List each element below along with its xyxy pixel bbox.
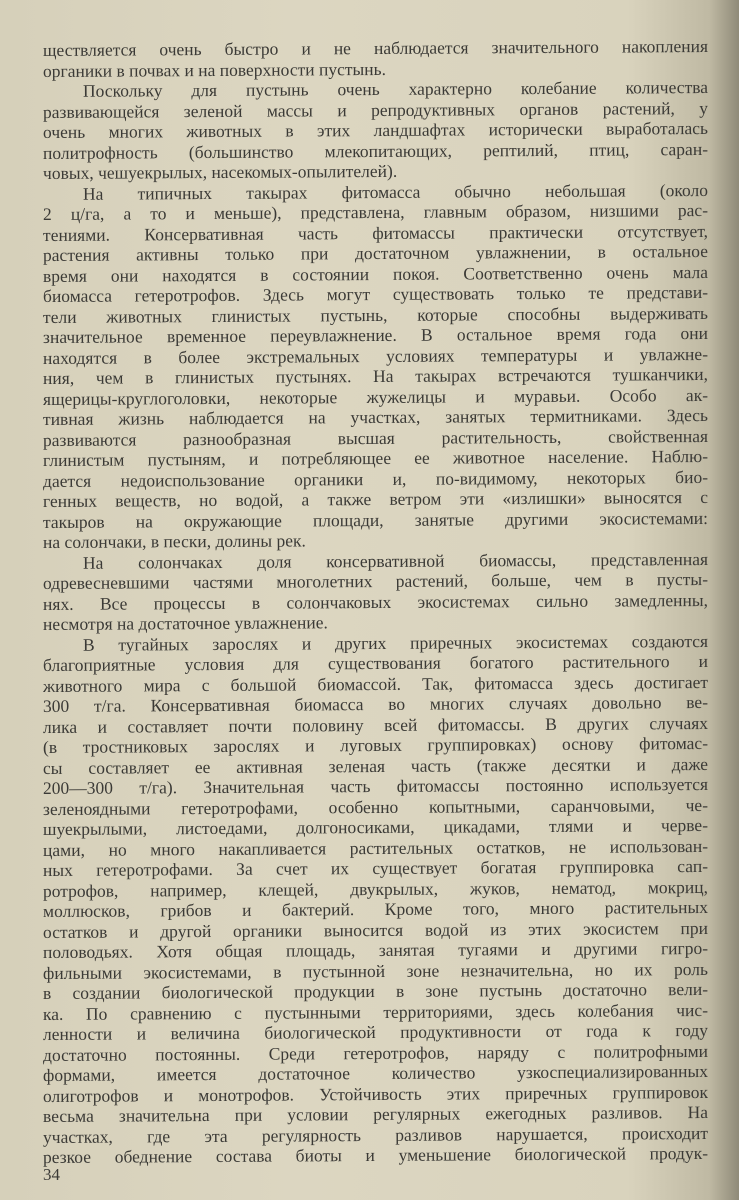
text-line: благоприятные условия для существования богатого растительного и <box>42 650 709 676</box>
text-line: моллюсков, грибов и бактерий. Кроме того, много растительных <box>42 896 709 922</box>
text-line: развивающейся зеленой массы и репродуктивных органов растений, у <box>42 97 709 122</box>
text-line: значительное временное переувлажнение. В остальное время года они <box>42 322 709 348</box>
text-line: резкое обеднение состава биоты и уменьшение биологической продук- <box>42 1142 709 1168</box>
text-line: время они находятся в состоянии покоя. Соответственно очень мала <box>42 261 709 286</box>
text-line: участках, где эта регулярность разливов нарушается, происходит <box>42 1122 709 1147</box>
page-body-text <box>42 35 709 1168</box>
text-line: 300 т/га. Консервативная биомасса во многих случаях довольно ве- <box>42 691 709 717</box>
text-line: биомасса гетеротрофов. Здесь могут существовать только те представи- <box>42 281 709 307</box>
text-line: шуекрылыми, листоедами, долгоносиками, цикадами, тлями и черве- <box>42 814 709 840</box>
text-line: фильными экосистемами, в пустынной зоне незначительна, но их роль <box>42 958 709 983</box>
text-line: (в тростниковых зарослях и луговых группировках) основу фитомас- <box>42 732 709 758</box>
text-line: тели животных глинистых пустынь, которые способны выдерживать <box>42 302 709 327</box>
text-line: развиваются разнообразная высшая растительность, свойственная <box>42 425 709 450</box>
text-line: тивная жизнь наблюдается на участках, занятых термитниками. Здесь <box>42 404 709 430</box>
text-line: животного мира с большой биомассой. Так, фитомасса здесь достигает <box>42 671 709 696</box>
text-line: 2 ц/га, а то и меньше), представлена, главным образом, низшими рас- <box>42 199 709 225</box>
text-line: достаточно постоянны. Среди гетеротрофов, наряду с политрофными <box>42 1040 709 1065</box>
text-line: ленности и величина биологической продуктивности от года к году <box>42 1019 709 1045</box>
text-line: на солончаки, в пески, долины рек. <box>42 530 306 553</box>
text-line: ка. По сравнению с пустынными территориями, здесь колебания чис- <box>42 999 709 1024</box>
text-line: Поскольку для пустынь очень характерно колебание количества <box>82 76 709 101</box>
text-line: човых, чешуекрылых, насекомых-опылителей). <box>42 160 398 184</box>
text-line: половодьях. Хотя общая площадь, занятая тугаями и другими гигро- <box>42 937 709 963</box>
text-line: остатков и другой органики выносится водой из этих экосистем при <box>42 917 709 942</box>
page-number: 34 <box>43 1165 60 1184</box>
text-line: В тугайных зарослях и других приречных экосистемах создаются <box>82 630 709 655</box>
text-line: нях. Все процессы в солончаковых экосистемах сильно замедленны, <box>42 589 709 614</box>
text-line: такыров на окружающие площади, занятые другими экосистемами: <box>42 507 709 532</box>
text-line: 200—300 т/га). Значительная часть фитомассы постоянно используется <box>42 773 709 799</box>
text-line: в создании биологической продукции в зоне пустынь достаточно вели- <box>42 978 709 1004</box>
text-line: глинистым пустыням, и потребляющее ее животное население. Наблю- <box>42 445 709 471</box>
text-line: На солончаках доля консервативной биомассы, представленная <box>82 548 709 573</box>
text-line: зеленоядными гетеротрофами, особенно копытными, саранчовыми, че- <box>42 794 709 819</box>
text-line: олиготрофов и монотрофов. Устойчивость этих приречных группировок <box>42 1081 709 1106</box>
text-line: весьма значительна при условии регулярных ежегодных разливов. На <box>42 1101 709 1127</box>
text-line: растения активны только при достаточном увлажнении, в остальное <box>42 240 709 266</box>
text-line: ществляется очень быстро и не наблюдается значительного накопления <box>42 35 709 61</box>
text-line: тениями. Консервативная часть фитомассы практически отсутствует, <box>42 220 709 245</box>
text-line: одревесневшими частями многолетних растений, больше, чем в пусты- <box>42 568 709 594</box>
text-line: дается недоиспользование органики и, по-видимому, некоторых био- <box>42 466 709 491</box>
text-line: очень многих животных в этих ландшафтах исторически выработалась <box>42 117 709 143</box>
text-line: ных гетеротрофами. За счет их существует богатая группировка сап- <box>42 855 709 881</box>
text-line: формами, имеется достаточное количество узкоспециализированных <box>42 1060 709 1086</box>
text-line: цами, но много накапливается растительных остатков, не использован- <box>42 835 709 860</box>
text-line: органики в почвах и на поверхности пустынь. <box>42 58 387 81</box>
text-line: генных веществ, но водой, а также ветром эти «излишки» выносятся с <box>42 486 709 512</box>
text-line: сы составляет ее активная зеленая часть (также десятки и даже <box>42 753 709 778</box>
text-line: ния, чем в глинистых пустынях. На такырах встречаются тушканчики, <box>42 363 709 389</box>
text-line: несмотря на достаточное увлажнение. <box>42 612 328 635</box>
text-line: ротрофов, например, клещей, двукрылых, жуков, нематод, мокриц, <box>42 876 709 901</box>
text-line: лика и составляет почти половину всей фитомассы. В других случаях <box>42 712 709 737</box>
text-line: На типичных такырах фитомасса обычно небольшая (около <box>82 179 709 204</box>
text-line: ящерицы-круглоголовки, некоторые жужелицы и муравьи. Особо ак- <box>42 384 709 409</box>
text-line: политрофность (большинство млекопитающих, рептилий, птиц, саран- <box>42 138 709 163</box>
text-line: находятся в более экстремальных условиях температуры и увлажне- <box>42 343 709 368</box>
